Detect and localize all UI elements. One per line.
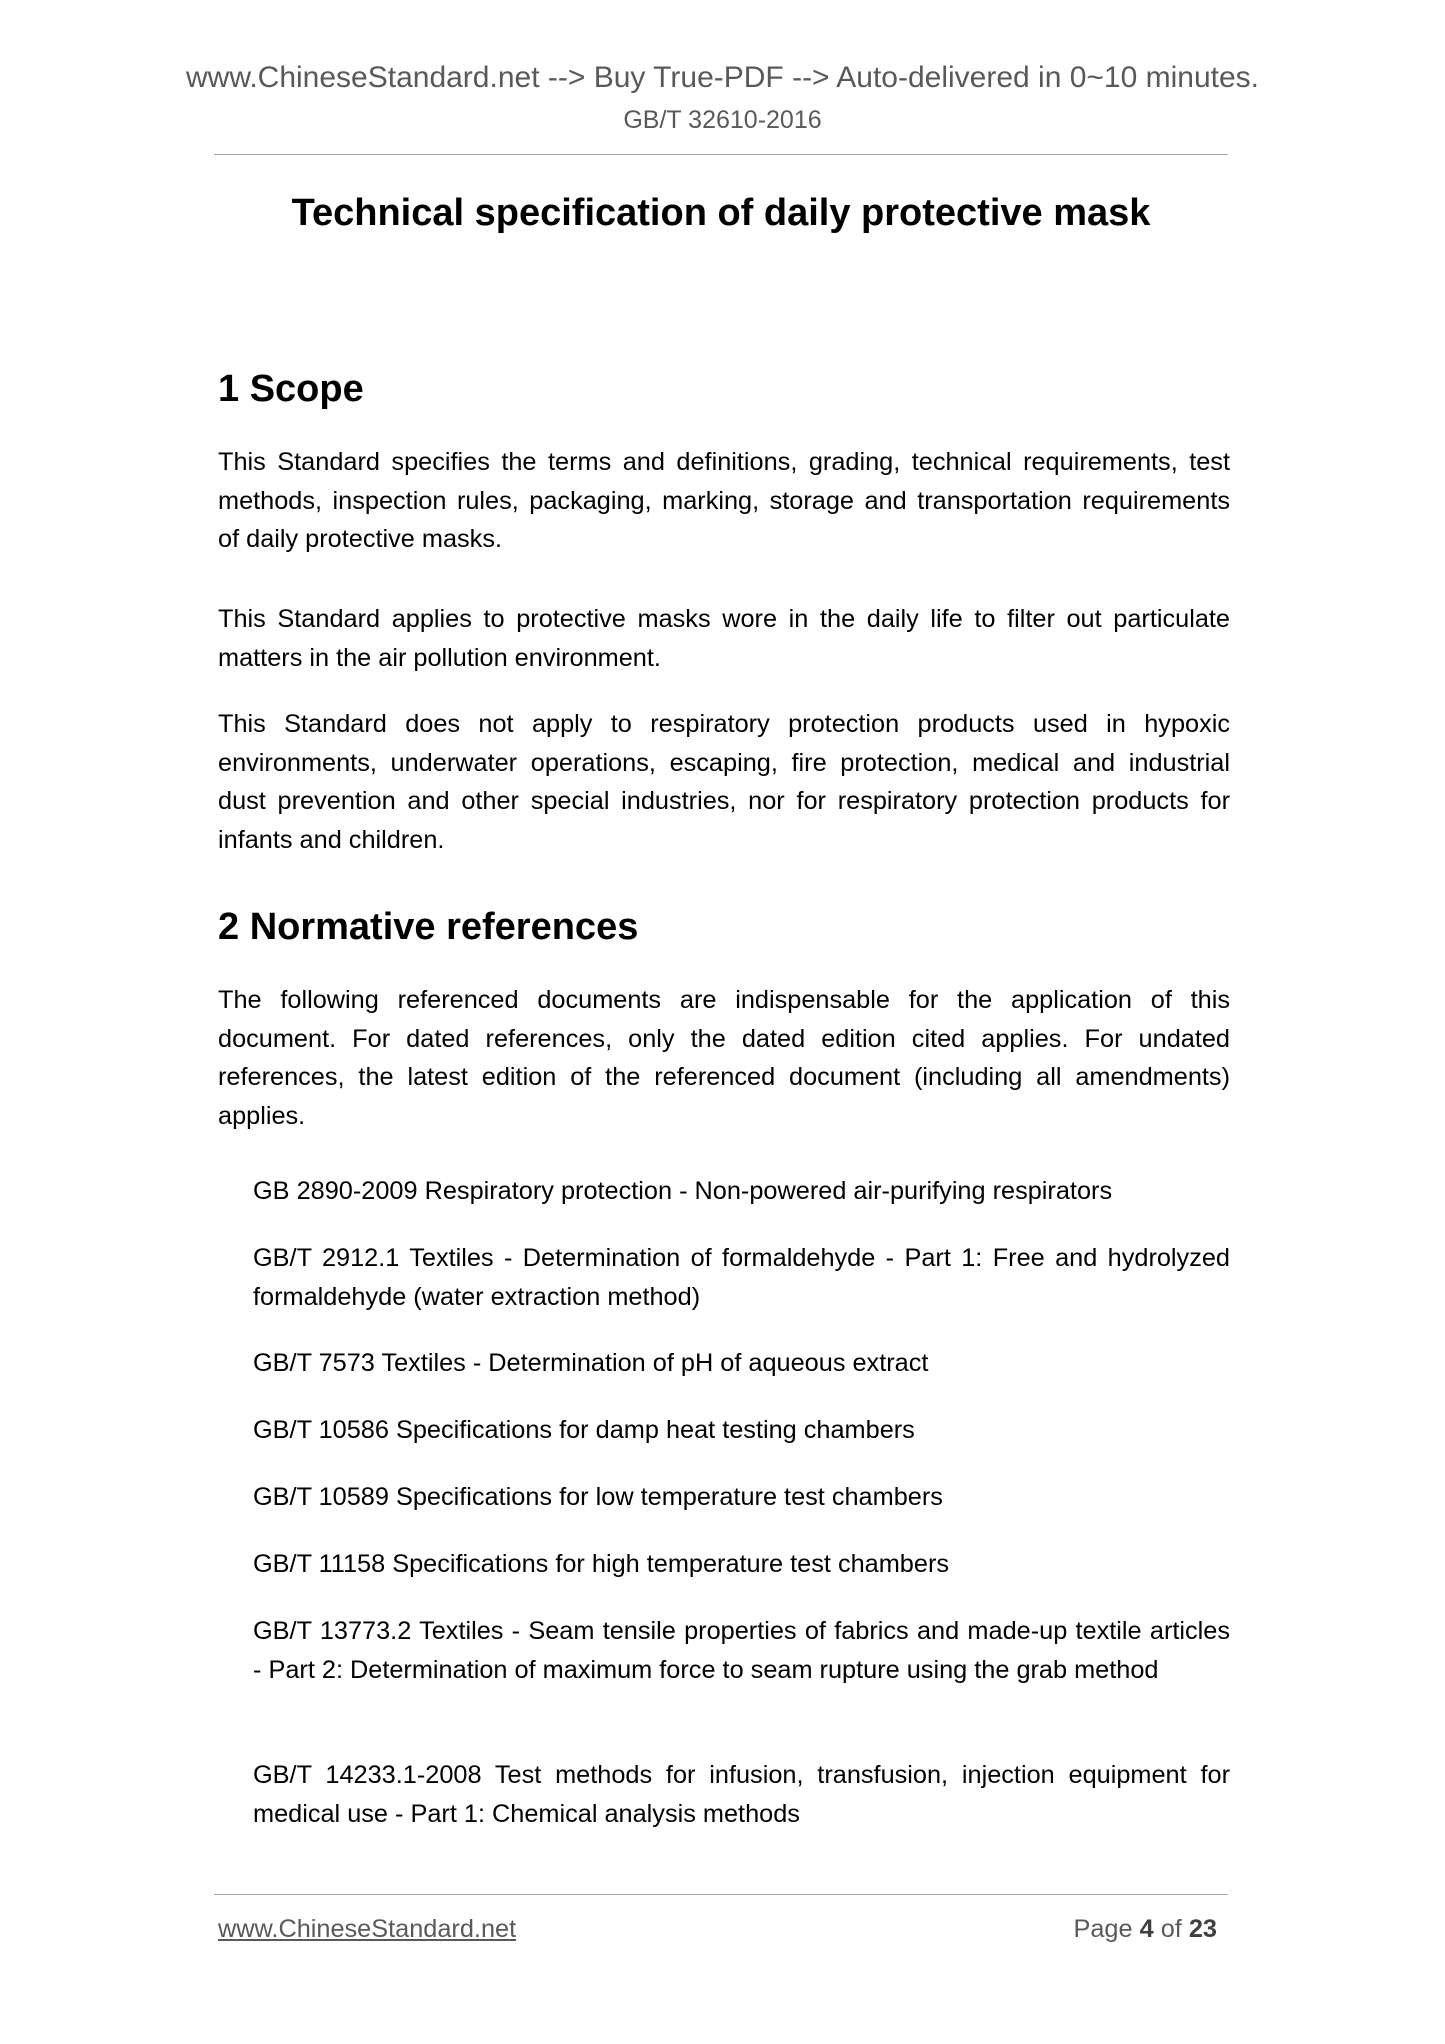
reference-item: GB/T 2912.1 Textiles - Determination of formaldehyde - Part 1: Free and hydrolyzed formaldehyde (water extraction method) <box>253 1244 1230 1311</box>
standard-code: GB/T 32610-2016 <box>623 106 822 134</box>
reference-item: GB/T 14233.1-2008 Test methods for infusion, transfusion, injection equipment for medical use - Part 1: Chemical analysis methods <box>253 1761 1230 1828</box>
footer-site-link[interactable]: www.ChineseStandard.net <box>218 1915 517 1943</box>
reference-item: GB/T 10589 Specifications for low temperature test chambers <box>253 1483 943 1511</box>
section-heading-scope: 1 Scope <box>218 368 364 410</box>
reference-item: GB/T 7573 Textiles - Determination of pH of aqueous extract <box>253 1349 929 1377</box>
header-divider <box>214 154 1228 155</box>
section-heading-normative-references: 2 Normative references <box>218 906 639 948</box>
reference-item: GB 2890-2009 Respiratory protection - Non-powered air-purifying respirators <box>253 1177 1113 1205</box>
page-indicator <box>1073 1912 1217 1946</box>
page-of: of <box>1160 1915 1182 1943</box>
reference-item: GB/T 10586 Specifications for damp heat testing chambers <box>253 1416 915 1444</box>
page-current: 4 <box>1139 1915 1154 1943</box>
top-banner: www.ChineseStandard.net --> Buy True-PDF --> Auto-delivered in 0~10 minutes. <box>185 61 1260 94</box>
reference-item: GB/T 13773.2 Textiles - Seam tensile properties of fabrics and made-up textile articles - Part 2: Determination of maximum force to seam rupture using the grab method <box>253 1617 1230 1684</box>
normative-references-intro: The following referenced documents are indispensable for the application of this document. For dated references, only the dated edition cited applies. For undated references, the latest edition of the referenced document (including all amendments) applies. <box>218 986 1230 1130</box>
scope-paragraph: This Standard specifies the terms and definitions, grading, technical requirements, test methods, inspection rules, packaging, marking, storage and transportation requirements of daily protective masks. <box>218 448 1230 553</box>
scope-paragraph: This Standard does not apply to respiratory protection products used in hypoxic environments, underwater operations, escaping, fire protection, medical and industrial dust prevention and other special industries, nor for respiratory protection products for infants and children. <box>218 710 1230 854</box>
document-title: Technical specification of daily protective mask <box>291 192 1151 234</box>
reference-item: GB/T 11158 Specifications for high temperature test chambers <box>253 1550 950 1578</box>
page-prefix: Page <box>1073 1915 1133 1943</box>
page-total: 23 <box>1188 1915 1217 1943</box>
footer-divider <box>214 1894 1228 1895</box>
scope-paragraph: This Standard applies to protective masks wore in the daily life to filter out particulate matters in the air pollution environment. <box>218 605 1230 672</box>
